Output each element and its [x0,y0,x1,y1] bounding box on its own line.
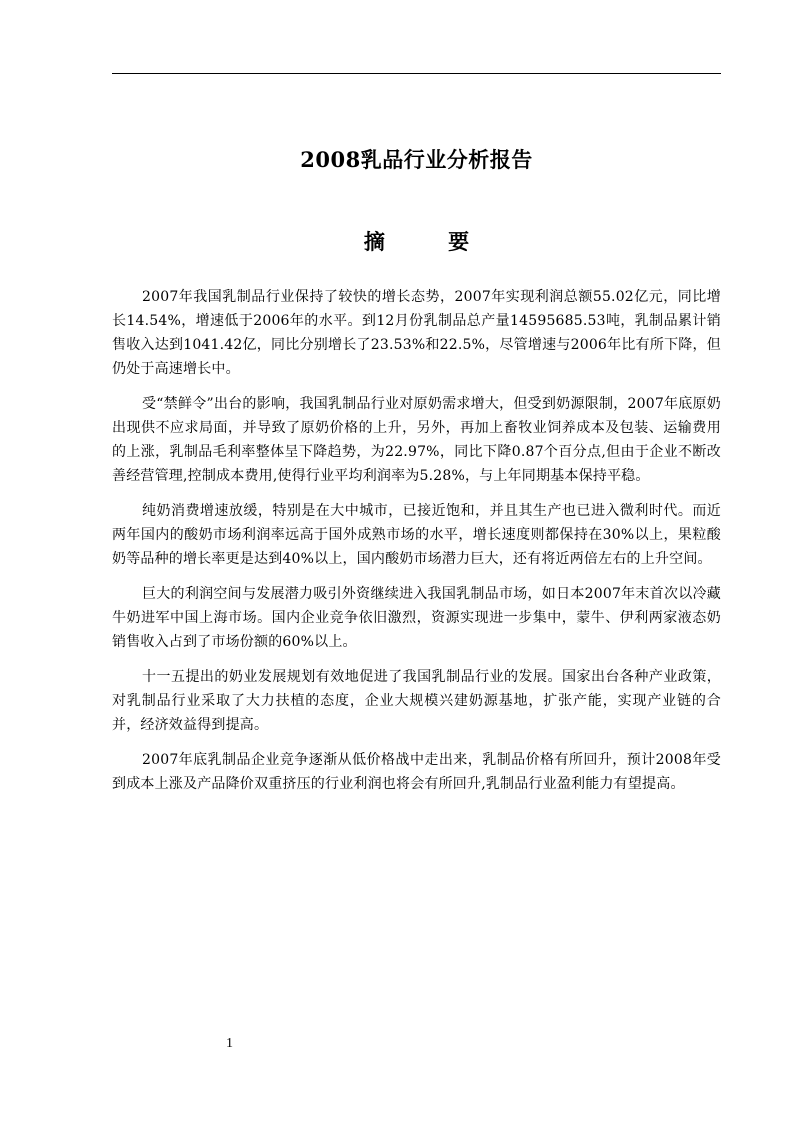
paragraph-outlook: 2007年底乳制品企业竞争逐渐从低价格战中走出来，乳制品价格有所回升，预计2008年受到成本上涨及产品降价双重挤压的行业利润也将会有所回升,乳制品行业盈利能力有望提高。 [112,752,721,792]
document-title: 2008乳品行业分析报告 [300,147,533,172]
abstract-body [112,285,721,807]
page-number: 1 [226,1036,233,1051]
paragraph-growth-overview: 2007年我国乳制品行业保持了较快的增长态势，2007年实现利润总额55.02亿元，同比增长14.54%，增速低于2006年的水平。到12月份乳制品总产量14595685.53吨，乳制品累计销售收入达到1041.42亿，同比分别增长了23.53%和22.5%，尽管增速与2006年比有所下降，但仍处于高速增长中。 [112,289,721,377]
paragraph-yogurt-market: 纯奶消费增速放缓，特别是在大中城市，已接近饱和，并且其生产也已进入微利时代。而近两年国内的酸奶市场利润率远高于国外成熟市场的水平，增长速度则都保持在30%以上，果粒酸奶等品种的增长率更是达到40%以上，国内酸奶市场潜力巨大，还有将近两倍左右的上升空间。 [112,503,721,567]
paragraph-competition: 巨大的利润空间与发展潜力吸引外资继续进入我国乳制品市场，如日本2007年末首次以冷藏牛奶进军中国上海市场。国内企业竞争依旧激烈，资源实现进一步集中，蒙牛、伊利两家液态奶销售收入占到了市场份额的60%以上。 [112,586,721,650]
header-rule [112,73,721,74]
paragraph-policy: 十一五提出的奶业发展规划有效地促进了我国乳制品行业的发展。国家出台各种产业政策，对乳制品行业采取了大力扶植的态度，企业大规模兴建奶源基地，扩张产能，实现产业链的合并，经济效益得到提高。 [112,669,721,733]
abstract-heading: 摘 要 [363,229,498,254]
paragraph-raw-milk-supply: 受“禁鲜令”出台的影响，我国乳制品行业对原奶需求增大，但受到奶源限制，2007年底原奶出现供不应求局面，并导致了原奶价格的上升，另外，再加上畜牧业饲养成本及包装、运输费用的上涨，乳制品毛利率整体呈下降趋势，为22.97%，同比下降0.87个百分点,但由于企业不断改善经营管理,控制成本费用,使得行业平均利润率为5.28%，与上年同期基本保持平稳。 [112,396,721,484]
